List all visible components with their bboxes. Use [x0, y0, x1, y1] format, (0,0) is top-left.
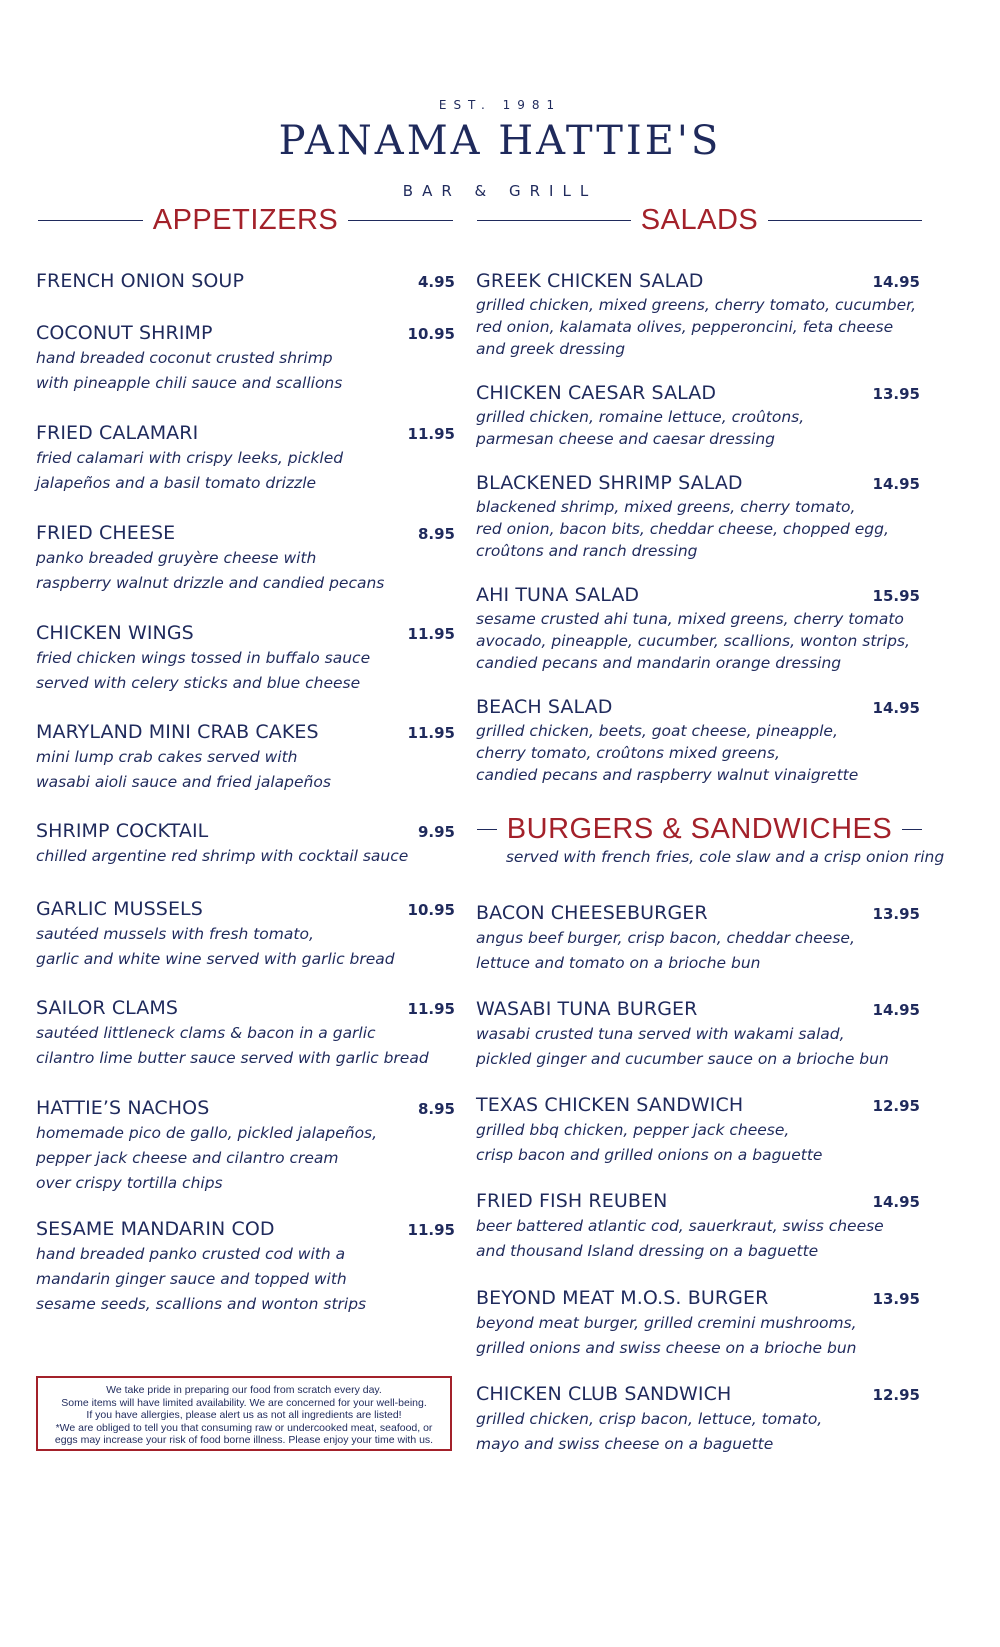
item-price: 8.95 [417, 1100, 455, 1118]
description-line: angus beef burger, crisp bacon, cheddar cheese, [476, 929, 855, 947]
description-line: hand breaded coconut crusted shrimp [36, 349, 333, 367]
item-price: 14.95 [872, 1193, 920, 1211]
menu-item [36, 270, 455, 292]
restaurant-subtitle: BAR & GRILL [402, 182, 598, 200]
item-price: 8.95 [417, 525, 455, 543]
description-line: cherry tomato, croûtons mixed greens, [476, 744, 780, 762]
section-title: SALADS [640, 203, 759, 236]
item-name: FRENCH ONION SOUP [36, 270, 245, 292]
menu-item-header [36, 820, 455, 842]
item-description [36, 1242, 455, 1317]
item-name: SHRIMP COCKTAIL [36, 820, 209, 842]
description-line: avocado, pineapple, cucumber, scallions, wonton strips, [476, 632, 910, 650]
item-description [476, 1214, 920, 1264]
menu-item [36, 898, 455, 972]
menu-item [476, 1190, 920, 1264]
description-line: mayo and swiss cheese on a baguette [476, 1435, 774, 1453]
item-price: 15.95 [872, 587, 920, 605]
menu-item-header [36, 721, 455, 743]
item-price: 12.95 [872, 1097, 920, 1115]
menu-item-header [36, 270, 455, 292]
menu-item [36, 721, 455, 795]
appetizers-heading [38, 200, 453, 240]
description-line: crisp bacon and grilled onions on a baguette [476, 1146, 823, 1164]
item-description [476, 720, 920, 786]
divider [348, 220, 453, 221]
description-line: hand breaded panko crusted cod with a [36, 1245, 346, 1263]
description-line: mandarin ginger sauce and topped with [36, 1270, 347, 1288]
menu-item-header [476, 1287, 920, 1309]
description-line: sesame crusted ahi tuna, mixed greens, cherry tomato [476, 610, 904, 628]
item-description [36, 546, 455, 596]
established-year: EST. 1981 [438, 98, 562, 112]
section-title: APPETIZERS [152, 203, 339, 236]
item-description [476, 406, 920, 450]
item-description [476, 294, 920, 360]
menu-item [476, 584, 920, 674]
description-line: and greek dressing [476, 340, 626, 358]
menu-item-header [36, 898, 455, 920]
description-line: candied pecans and raspberry walnut vinaigrette [476, 766, 859, 784]
item-price: 13.95 [872, 1290, 920, 1308]
item-description [36, 1021, 455, 1071]
menu-item-header [476, 1383, 920, 1405]
divider [477, 829, 497, 830]
section-title: BURGERS & SANDWICHES [506, 812, 893, 845]
description-line: parmesan cheese and caesar dressing [476, 430, 776, 448]
description-line: red onion, bacon bits, cheddar cheese, chopped egg, [476, 520, 889, 538]
salads-heading [477, 200, 922, 240]
menu-item-header [36, 422, 455, 444]
item-name: FRIED FISH REUBEN [476, 1190, 668, 1212]
item-price: 11.95 [407, 625, 455, 643]
menu-item [476, 998, 920, 1072]
divider [902, 829, 922, 830]
item-description [36, 745, 455, 795]
description-line: jalapeños and a basil tomato drizzle [36, 474, 317, 492]
item-description [36, 1121, 455, 1196]
description-line: grilled chicken, romaine lettuce, croûtons, [476, 408, 805, 426]
item-name: BEACH SALAD [476, 696, 613, 718]
item-price: 4.95 [417, 273, 455, 291]
item-description [476, 1022, 920, 1072]
menu-item [476, 382, 920, 450]
item-description [476, 608, 920, 674]
item-name: SESAME MANDARIN COD [36, 1218, 275, 1240]
item-name: AHI TUNA SALAD [476, 584, 640, 606]
item-name: CHICKEN CAESAR SALAD [476, 382, 717, 404]
divider [38, 220, 143, 221]
menu-item-header [36, 1218, 455, 1240]
item-price: 12.95 [872, 1386, 920, 1404]
item-name: BEYOND MEAT M.O.S. BURGER [476, 1287, 769, 1309]
description-line: and thousand Island dressing on a baguette [476, 1242, 819, 1260]
item-price: 14.95 [872, 699, 920, 717]
item-price: 11.95 [407, 1000, 455, 1018]
item-price: 10.95 [407, 325, 455, 343]
description-line: garlic and white wine served with garlic bread [36, 950, 395, 968]
description-line: beer battered atlantic cod, sauerkraut, swiss cheese [476, 1217, 884, 1235]
menu-item [476, 1287, 920, 1361]
notice-line: eggs may increase your risk of food borne illness. Please enjoy your time with us. [54, 1434, 434, 1446]
description-line: grilled chicken, crisp bacon, lettuce, tomato, [476, 1410, 823, 1428]
item-description [476, 496, 920, 562]
item-price: 10.95 [407, 901, 455, 919]
item-description [36, 844, 455, 869]
restaurant-name: PANAMA HATTIE'S [278, 118, 722, 164]
menu-item [476, 696, 920, 786]
menu-item [476, 270, 920, 360]
item-price: 13.95 [872, 905, 920, 923]
description-line: candied pecans and mandarin orange dressing [476, 654, 842, 672]
item-price: 11.95 [407, 1221, 455, 1239]
menu-item-header [476, 1094, 920, 1116]
description-line: beyond meat burger, grilled cremini mushrooms, [476, 1314, 857, 1332]
menu-item-header [476, 998, 920, 1020]
menu-item-header [36, 997, 455, 1019]
menu-item-header [36, 1097, 455, 1119]
divider [477, 220, 631, 221]
description-line: over crispy tortilla chips [36, 1174, 223, 1192]
item-price: 14.95 [872, 273, 920, 291]
item-description [476, 926, 920, 976]
item-name: CHICKEN WINGS [36, 622, 194, 644]
notice-line: *We are obliged to tell you that consuming raw or undercooked meat, seafood, or [55, 1421, 433, 1434]
item-price: 13.95 [872, 385, 920, 403]
menu-item-header [36, 522, 455, 544]
notice-line: We take pride in preparing our food from scratch every day. [106, 1384, 382, 1396]
item-description [476, 1118, 920, 1168]
item-description [36, 922, 455, 972]
menu-item [476, 1094, 920, 1168]
item-description [476, 1311, 920, 1361]
menu-item-header [476, 472, 920, 494]
item-description [36, 646, 455, 696]
menu-item [36, 322, 455, 396]
description-line: sautéed mussels with fresh tomato, [36, 925, 314, 943]
description-line: blackened shrimp, mixed greens, cherry tomato, [476, 498, 856, 516]
item-name: COCONUT SHRIMP [36, 322, 213, 344]
item-price: 11.95 [407, 425, 455, 443]
menu-item [36, 820, 455, 869]
menu-item-header [476, 696, 920, 718]
item-name: MARYLAND MINI CRAB CAKES [36, 721, 319, 743]
description-line: lettuce and tomato on a brioche bun [476, 954, 761, 972]
description-line: sesame seeds, scallions and wonton strips [36, 1295, 367, 1313]
description-line: croûtons and ranch dressing [476, 542, 698, 560]
description-line: panko breaded gruyère cheese with [36, 549, 317, 567]
item-name: CHICKEN CLUB SANDWICH [476, 1383, 732, 1405]
item-name: GARLIC MUSSELS [36, 898, 203, 920]
item-description [476, 1407, 920, 1457]
menu-item [476, 472, 920, 562]
menu-item-header [36, 322, 455, 344]
description-line: homemade pico de gallo, pickled jalapeños, [36, 1124, 378, 1142]
item-name: GREEK CHICKEN SALAD [476, 270, 704, 292]
menu-item-header [476, 1190, 920, 1212]
description-line: cilantro lime butter sauce served with garlic bread [36, 1049, 429, 1067]
item-name: HATTIE’S NACHOS [36, 1097, 210, 1119]
burgers-heading [477, 809, 922, 849]
description-line: mini lump crab cakes served with [36, 748, 298, 766]
description-line: pickled ginger and cucumber sauce on a brioche bun [476, 1050, 889, 1068]
menu-item [36, 997, 455, 1071]
menu-item [36, 1218, 455, 1317]
notice-line: If you have allergies, please alert us as not all ingredients are listed! [86, 1409, 402, 1421]
menu-item [36, 422, 455, 496]
menu-item [36, 1097, 455, 1196]
description-line: wasabi crusted tuna served with wakami salad, [476, 1025, 845, 1043]
allergy-notice [36, 1376, 452, 1451]
description-line: grilled bbq chicken, pepper jack cheese, [476, 1121, 790, 1139]
description-line: with pineapple chili sauce and scallions [36, 374, 343, 392]
item-price: 11.95 [407, 724, 455, 742]
item-price: 14.95 [872, 475, 920, 493]
notice-line: Some items will have limited availability. We are concerned for your well-being. [61, 1396, 427, 1409]
item-price: 14.95 [872, 1001, 920, 1019]
description-line: grilled chicken, mixed greens, cherry tomato, cucumber, [476, 296, 917, 314]
menu-item-header [476, 270, 920, 292]
burgers-subtitle: served with french fries, cole slaw and a crisp onion ring [505, 848, 945, 866]
description-line: grilled onions and swiss cheese on a brioche bun [476, 1339, 857, 1357]
description-line: raspberry walnut drizzle and candied pecans [36, 574, 385, 592]
description-line: fried chicken wings tossed in buffalo sauce [36, 649, 371, 667]
menu-item [36, 522, 455, 596]
description-line: pepper jack cheese and cilantro cream [36, 1149, 339, 1167]
description-line: grilled chicken, beets, goat cheese, pineapple, [476, 722, 838, 740]
item-description [36, 446, 455, 496]
item-name: TEXAS CHICKEN SANDWICH [476, 1094, 744, 1116]
divider [768, 220, 922, 221]
menu-item-header [476, 584, 920, 606]
item-description [36, 346, 455, 396]
menu-item [476, 1383, 920, 1457]
description-line: sautéed littleneck clams & bacon in a garlic [36, 1024, 376, 1042]
description-line: red onion, kalamata olives, pepperoncini, feta cheese [476, 318, 894, 336]
item-name: FRIED CHEESE [36, 522, 176, 544]
menu-item-header [476, 902, 920, 924]
menu-item-header [476, 382, 920, 404]
item-name: WASABI TUNA BURGER [476, 998, 698, 1020]
menu-item [476, 902, 920, 976]
item-name: SAILOR CLAMS [36, 997, 179, 1019]
description-line: chilled argentine red shrimp with cocktail sauce [36, 847, 409, 865]
item-name: BLACKENED SHRIMP SALAD [476, 472, 743, 494]
item-price: 9.95 [417, 823, 455, 841]
menu-item [36, 622, 455, 696]
item-name: FRIED CALAMARI [36, 422, 199, 444]
menu-item-header [36, 622, 455, 644]
description-line: served with celery sticks and blue cheese [36, 674, 361, 692]
item-name: BACON CHEESEBURGER [476, 902, 708, 924]
description-line: fried calamari with crispy leeks, pickled [36, 449, 344, 467]
description-line: wasabi aioli sauce and fried jalapeños [36, 773, 331, 791]
